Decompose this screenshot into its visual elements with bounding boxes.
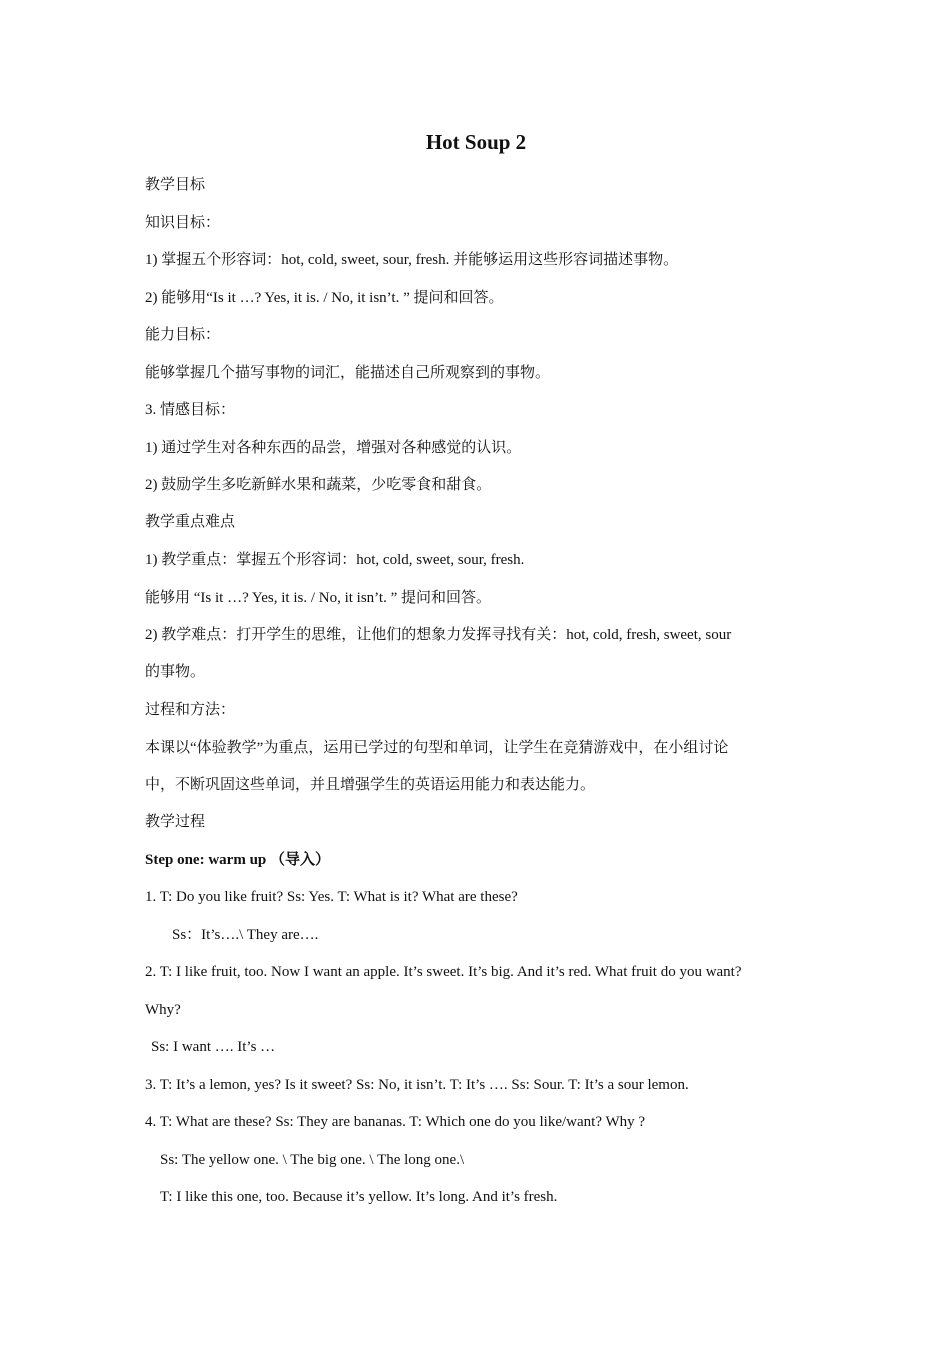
dialogue-4: 4. T: What are these? Ss: They are bananas. T: Which one do you like/want? Why ? (145, 1114, 646, 1130)
difficulty-point: 2) 教学难点：打开学生的思维，让他们的想象力发挥寻找有关：hot, cold, fresh, sweet, sour (145, 627, 732, 643)
key-point-1-cont: 能够用 “Is it …? Yes, it is. / No, it isn’t. ” 提问和回答。 (145, 590, 491, 606)
heading-emotion-goals: 3. 情感目标： (145, 402, 236, 418)
knowledge-goal-2: 2) 能够用“Is it …? Yes, it is. / No, it isn’t. ” 提问和回答。 (145, 290, 504, 306)
step-one-heading: Step one: warm up （导入） (145, 852, 331, 868)
heading-knowledge-goals: 知识目标： (145, 215, 221, 231)
document-title: Hot Soup 2 (425, 130, 527, 154)
dialogue-4-response: Ss: The yellow one. \ The big one. \ The long one.\ (160, 1152, 465, 1168)
key-point-1: 1) 教学重点：掌握五个形容词：hot, cold, sweet, sour, fresh. (145, 552, 525, 568)
dialogue-2-cont: Why? (145, 1002, 181, 1018)
difficulty-point-cont: 的事物。 (145, 664, 206, 680)
heading-key-points: 教学重点难点 (145, 514, 236, 530)
ability-goal: 能够掌握几个描写事物的词汇，能描述自己所观察到的事物。 (145, 365, 551, 381)
heading-teaching-goals: 教学目标 (145, 177, 206, 193)
emotion-goal-1: 1) 通过学生对各种东西的品尝，增强对各种感觉的认识。 (145, 440, 522, 456)
heading-process-method: 过程和方法： (145, 702, 236, 718)
process-method-para-1: 本课以“体验教学”为重点，运用已学过的句型和单词，让学生在竞猜游戏中，在小组讨论 (145, 740, 729, 756)
dialogue-3: 3. T: It’s a lemon, yes? Is it sweet? Ss: No, it isn’t. T: It’s …. Ss: Sour. T: It’s a sour lemon. (145, 1077, 689, 1093)
dialogue-2: 2. T: I like fruit, too. Now I want an apple. It’s sweet. It’s big. And it’s red. What fruit do you want? (145, 964, 742, 980)
heading-ability-goals: 能力目标： (145, 327, 221, 343)
dialogue-1: 1. T: Do you like fruit? Ss: Yes. T: What is it? What are these? (145, 889, 518, 905)
dialogue-2-response: Ss: I want …. It’s … (151, 1039, 276, 1055)
dialogue-4-teacher: T: I like this one, too. Because it’s yellow. It’s long. And it’s fresh. (160, 1189, 558, 1205)
emotion-goal-2: 2) 鼓励学生多吃新鲜水果和蔬菜，少吃零食和甜食。 (145, 477, 492, 493)
process-method-para-2: 中，不断巩固这些单词，并且增强学生的英语运用能力和表达能力。 (145, 777, 596, 793)
dialogue-1-response: Ss：It’s….\ They are…. (172, 927, 319, 943)
knowledge-goal-1: 1) 掌握五个形容词：hot, cold, sweet, sour, fresh. 并能够运用这些形容词描述事物。 (145, 252, 679, 268)
heading-teaching-process: 教学过程 (145, 814, 206, 830)
